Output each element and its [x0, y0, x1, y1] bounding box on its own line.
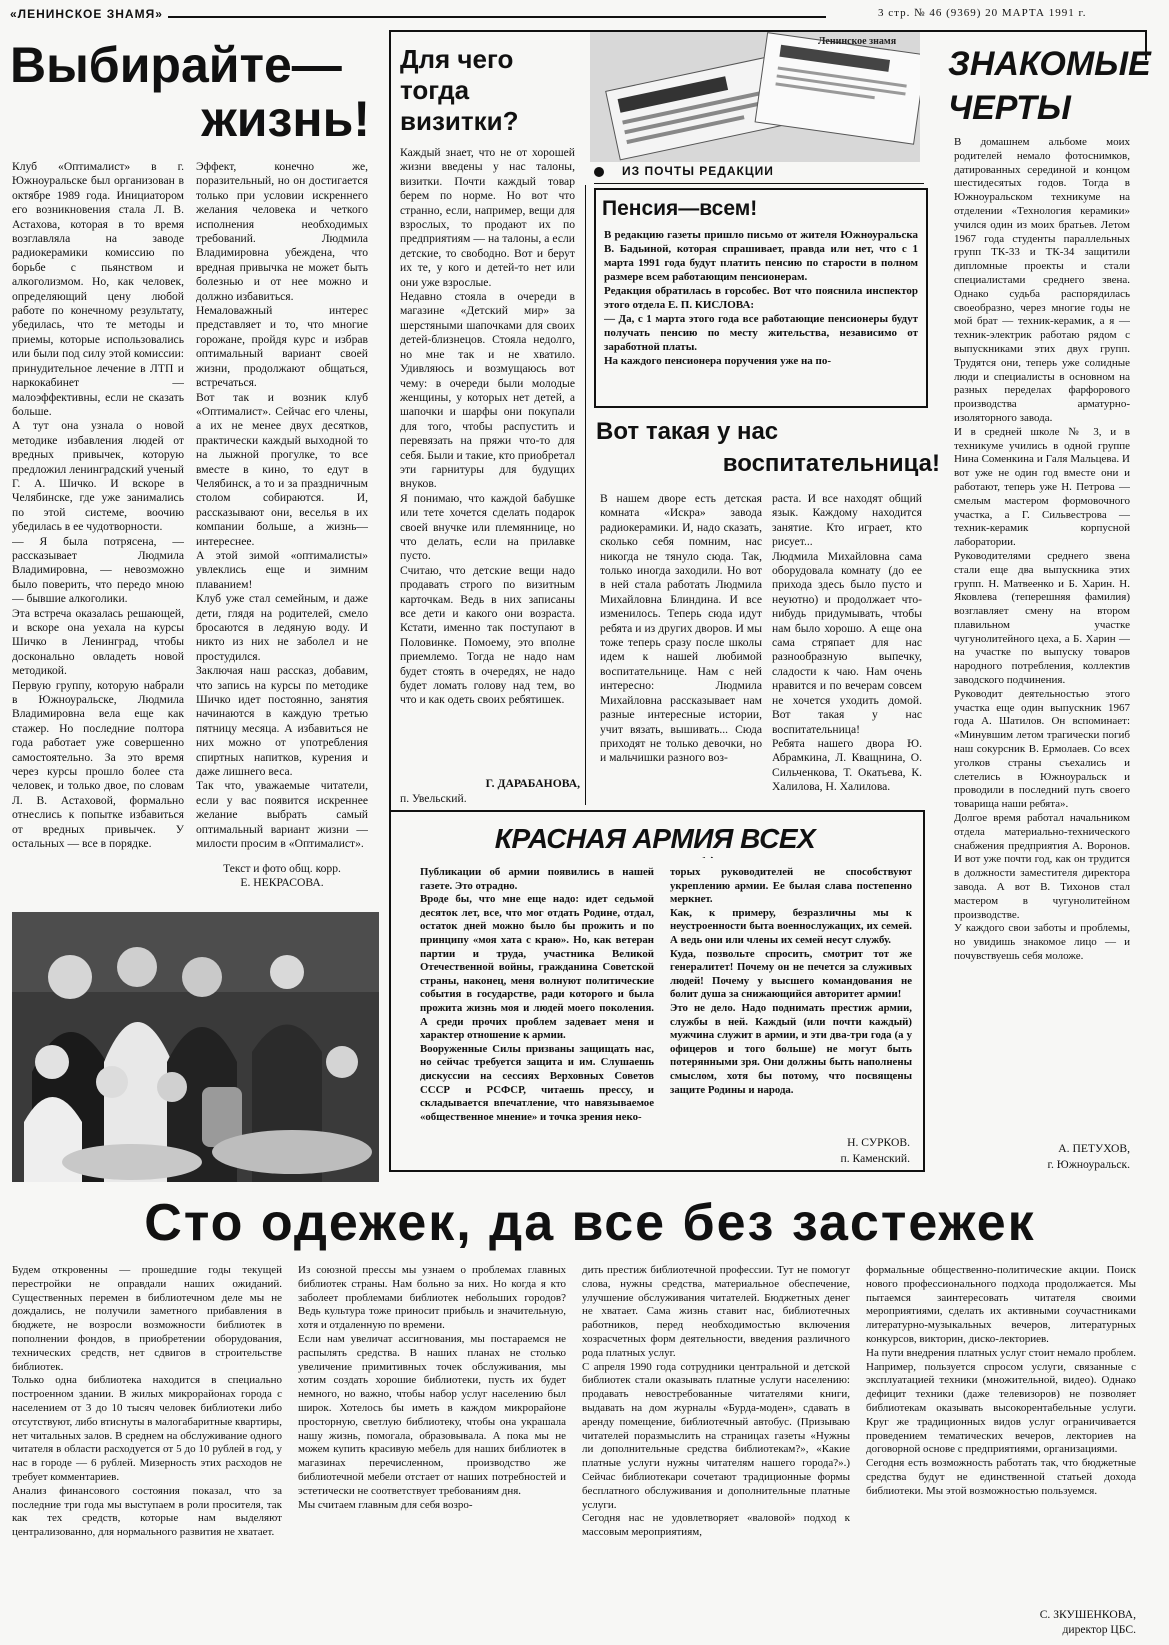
life-title-line1: Выбирайте—	[10, 37, 342, 93]
masthead-rule-left	[168, 16, 826, 18]
teacher-column-2: раста. И все находят общий язык. Каждому находится занятие. Кто играет, кто рисует... Людмила Михайловна сама оборудовала комнату (до ее прихода здесь было пусто и неуютно) и продолжает что-нибудь придумывать, чтобы нам было хорошо. А еще она сама стряпает для нас разнообразную выпечку, сладости к чаю. Нам очень нравится и по вечерам совсем не хочется уходить домой. Вот такая у нас воспитательница! Ребята нашего двора Ю. Абрамкина, Л. Кващнина, О. Сильченкова, Т. Окатьева, К. Халилова, Н. Халилова.	[772, 492, 922, 794]
army-title: КРАСНАЯ АРМИЯ ВСЕХ	[494, 823, 816, 854]
teacher-title-line1: Вот такая у нас	[596, 418, 779, 445]
teacher-column-1: В нашем дворе есть детская комната «Искра» завода радиокерамики. И, надо сказать, сколько себя помним, нас никогда не тянуло сюда. Так, только иногда заходили. Но вот в ней стала работать Людмила Михайловна Блиндина. И все изменилось. Теперь сюда идут ребята и из других дворов. И мы тоже теперь сразу после школы идем к нашей любимой воспитательнице. Нам с ней интересно: Людмила Михайловна рассказывает нам разные интересные истории, учит вязать, вышивать... Сюда приходят не только девочки, но и мальчишки разного воз-	[600, 492, 762, 765]
features-title-line1: ЗНАКОМЫЕ	[948, 45, 1151, 83]
cards-place: п. Увельский.	[400, 792, 467, 805]
life-column-2: Эффект, конечно же, поразительный, но он достигается только при условии искреннего желания человека и четкого исполнения необходимых требований. Людмила Владимировна убеждена, что вредная привычка не может быть болезнью и от нее можно и должно избавиться. Немаловажный интерес представляет и то, что многие горожане, пройдя курс и избрав оптимальный вариант своей жизни, продолжают общаться, встречаться. Вот так и возник клуб «Оптималист». Сейчас его члены, а их не менее двух десятков, практически каждый выходной то на лыжной прогулке, то все вместе в кино, то едут в Челябинск, а то и за праздничным столом собираются. И, рассказывают они, веселья в их компании больше, а жизнь—интереснее. А этой зимой «оптималисты» увлеклись еще и зимним плаванием! Клуб уже стал семейным, и даже дети, глядя на родителей, смело бросаются в ледяную воду. И никто из них не заболел и не простудился. Заключая наш рассказ, добавим, что запись на курсы по методике Шичко идет постоянно, занятия начинаются в каждую третью пятницу месяца. А избавиться не них можно от употребления спиртных напитков, курения и даже лишнего веса. Так что, уважаемые читатели, если у вас появится искреннее желание выбрать самый оптимальный вариант жизни — милости просим в «Оптималист».	[196, 160, 368, 851]
rule-left-frame	[389, 30, 391, 1172]
life-column-1: Клуб «Оптималист» в г. Южноуральске был организован в октябре 1989 года. Инициатором его возникновения стала Л. В. Астахова, которая в то время возглавляла на заводе радиокерамики комиссию по борьбе с пьянством и алкоголизмом. Но, как человек, определяющий цену любой работе по конечному результату, убедилась, что те методы и приемы, которые использовались или были под силу этой комиссии: принудительное лечение в ЛТП и наркокабинет — малоэффективны, если не сказать больше. А тут она узнала о новой методике избавления людей от вредных привычек, которую предложил ленинградский ученый Г. А. Шичко. И вскоре в Челябинске, где уже занимались по этой системе, воочию убедилась в ее чудотворности. — Я была потрясена, — рассказывает Людмила Владимировна, — невозможно было поверить, что передо мною — бывшие алкоголики. Эта встреча оказалась решающей, и вскоре она уехала на курсы Шичко в Ленинград, чтобы досконально овладеть новой методикой. Первую группу, которую набрали в Южноуральске, Людмила Владимировна вела еще как стажер. Но последние полтора года работает уже совершенно самостоятельно. За это время через курсы прошло более ста человек, и только двое, по словам Л. В. Астаховой, формально отнеслись к попытке избавиться от вредных привычек. У остальных — все в порядке.	[12, 160, 184, 851]
club-family-photo	[12, 912, 379, 1182]
mail-section-label: ИЗ ПОЧТЫ РЕДАКЦИИ	[622, 164, 774, 178]
library-position: директор ЦБС.	[1062, 1623, 1136, 1636]
features-signature: А. ПЕТУХОВ,	[1058, 1142, 1130, 1155]
pension-title: Пенсия—всем!	[602, 197, 758, 220]
mail-section-underline	[594, 183, 924, 184]
life-title-line2: жизнь!	[201, 91, 370, 147]
masthead-paper: «ЛЕНИНСКОЕ ЗНАМЯ»	[10, 7, 163, 21]
life-byline: Текст и фото общ. корр. Е. НЕКРАСОВА.	[223, 862, 341, 890]
cards-title: Для чего тогда визитки?	[400, 44, 519, 136]
library-column-3: дить престиж библиотечной профессии. Тут не помогут слова, нужны средства, материальное обеспечение, улучшение обслуживания читателей. Бюджетных денег не хватает. Сама жизнь ставит нас, библиотечных работников, перед необходимостью включения хозрасчетных форм деятельности, введения различного рода платных услуг. С апреля 1990 года сотрудники центральной и детской библиотек стали оказывать платные услуги населению: продавать невостребованные читателями книги, выдавать на дом журналы «Бурда-моден», сдавать в аренду помещение, библиотечный автобус. (Призываю читателей поразмыслить на страницах газеты «Нужны ли дополнительные средства библиотекам?», «Какие платные услуги нужны читателям нашего города?».) Сейчас библиотекари сочетают традиционные формы бесплатного обслуживания и дополнительные платные услуги. Сегодня нас не удовлетворяет «валовой» подход к массовым мероприятиям,	[582, 1264, 850, 1539]
library-signature: С. ЗКУШЕНКОВА,	[1039, 1608, 1136, 1621]
teacher-title-line2: воспитательница!	[722, 450, 940, 477]
cards-signature: Г. ДАРАБАНОВА,	[485, 777, 580, 790]
mail-photo-caption: Ленинское знамя	[818, 36, 897, 47]
library-column-4: формальные общественно-политические акции. Поиск нового профессионального подхода продолжается. Мы пытаемся заинтересовать читателя своими мероприятиями, сделать их активными соучастниками литературно-музыкальных вечеров, литературных конкурсов, викторин, диско-лекториев. На пути внедрения платных услуг стоит немало проблем. Например, пользуется спросом услуги, связанные с эксплуатацией техники (множительной, видео). Однако дефицит техники (даже телевизоров) не позволяет библиотекам оказывать высокорентабельные услуги. Круг же традиционных видов услуг ограничивается проведением тематических вечеров, лекториев на договорной основе с предприятиями, организациями. Сегодня есть возможность работать так, что бюджетные средства будут не единственной статьей дохода библиотеки. Мы этой возможностью пользуемся.	[866, 1264, 1136, 1497]
cards-column: Каждый знает, что не от хорошей жизни введены у нас талоны, визитки. Почти каждый товар берем по норме. Но вот что странно, если, например, вещи для взрослых, то продают их по предприятиям — на талоны, а если детские, то свободно. Вот и берут их те, у кого и детей-то нет или они уже взрослые. Недавно стояла в очереди в магазине «Детский мир» за шерстяными шапочками для своих детей-близнецов. Стояла недолго, но мне так и не хватило. Удивляюсь и возмущаюсь вот чему: в очереди были молодые женщины, у которых нет детей, а шапочки и шарфы они покупали для того, чтобы распустить и перевязать на пряжи что-то для себя. Были и такие, кто приобретал эти гарнитуры для будущих внуков. Я понимаю, что каждой бабушке или тете хочется сделать подарок своей внучке или племяннице, но что делать, если на прилавке пусто. Считаю, что детские вещи надо продавать строго по визитным карточкам. Ведь в них записаны все дети и какого они возраста. Кстати, именно так поступают в Половинке. Помоему, это вполне приемлемо. Тогда не надо нам будет стоять в очередях, не надо будет ломать голову над тем, во что и как одеть своих ребятишек.	[400, 146, 575, 707]
army-column-1: Публикации об армии появились в нашей газете. Это отрадно. Вроде бы, что мне еще надо: идет седьмой десяток лет, все, что мог отдать Родине, отдал, остаток дней можно было бы прожить и по принципу «моя хата с краю». Но, как ветеран партии и труда, участника Великой Отечественной войны, гражданина Советской страны, наконец, меня волнуют политические события в государстве, ради которого и была прожита жизнь моя и людей моего поколения. А среди прочих проблем задевает меня и характер отношение к армии. Вооруженные Силы призваны защищать нас, но сейчас требуется защита и им. Слушаешь дискуссии на сессиях Верховных Советов СССР и РСФСР, читаешь прессу, и складывается впечатление, что навязываемое «общественное мнение» и точка зрения неко-	[420, 866, 654, 1123]
rule-army-right	[923, 810, 925, 1172]
features-title-line2: ЧЕРТЫ	[948, 89, 1071, 127]
army-signature: Н. СУРКОВ.	[847, 1136, 910, 1149]
features-column: В домашнем альбоме моих родителей немало фотоснимков, датированных серединой и концом шестидесятых годов. Тогда в Южноуральском техникуме на отделении «Технология керамики» учился один из моих братьев. Летом 1967 года студенты параллельных групп ТК-33 и ТК-34 защитили дипломные проекты и стали специалистами среднего звена. Однако судьба распорядилась своеобразно, через многие годы не мой брат — техник-керамик, а я — техник-электрик работаю рядом с выпускниками этих двух групп. Трудятся они, теперь уже солидные люди и специалисты в основном на разных переделах фарфорового производства арматурно-изоляторного завода. И в средней школе № 3, и в техникуме учились в одной группе Нина Соменкина и Галя Мальцева. И вот уже не один год вместе они и работают, теперь уже Н. Петрова — смелым мастером формовочного участка, а Г. Сильвестрова — техник-керамик корпусной лаборатории. Руководителями среднего звена стали еще два выпускника этих групп. Н. Матвеенко и Б. Харин. Н. Яковлева (теперешняя фамилия) возглавляет смену на втором плавильном участке чугунолитейного цеха, а Б. Харин — на участке по выпуску товаров народного потребления, коллектив заводского подчинения. Руководит деятельностью этого участка еще один выпускник 1967 года А. Шатилов. Он вспоминает: «Минувшим летом трагически погиб наш сокурсник В. Ермолаев. Со всех уголков страны съехались и слетелись в Южноуральск и проводили в последний путь своего товарища наши ребята». Долгое время работал начальником отдела материально-технического снабжения предприятия А. Воронов. И вот уже почти год, как он трудится в должности заместителя директора завода. А вот В. Тихонов стал мастером в чугунолитейном производстве. У каждого свои заботы и проблемы, но увидишь знакомое лицо — и почувствуешь себя моложе.	[954, 136, 1130, 963]
library-column-2: Из союзной прессы мы узнаем о проблемах главных библиотек страны. Нам больно за них. Но когда я кто заболеет проблемами библиотек небольших городов? Ведь культура тоже приносит прибыль и значительную, хотя и отдаленную по времени. Если нам увеличат ассигнования, мы постараемся не распылять средства. В наших планах не столько увеличение примитивных точек обслуживания, мы хотим создать хорошие библиотеки, пусть их будет немного, но важно, чтобы набор услуг населению был широк. Хотелось бы иметь в каждом микрорайоне просторную, светлую библиотеку, чтобы она украшала нашу жизнь, помогала, образовывала. А пока мы не можем купить красивую мебель для наших библиотек в магазинах перечисленном, производство же библиотечной мебели отстает от наших потребностей и эстетически не соответствует требованиям дня. Мы считаем главным для себя возро-	[298, 1264, 566, 1511]
library-title: Сто одежек, да все без застежек	[144, 1194, 1036, 1252]
rule-bottom-frame	[389, 1170, 925, 1172]
cards-column-rule	[585, 185, 586, 805]
mail-bullet-icon	[594, 167, 604, 177]
library-column-1: Будем откровенны — прошедшие годы текущей перестройки не оправдали наших ожиданий. Существенных перемен в библиотечном деле мы не дождались, не получили заметного прибавления в бюджете, не возросли возможности библиотек в пополнении фондов, в приобретении оборудования, технических средств, нет сдвигов в строительстве библиотек. Только одна библиотека находится в специально построенном здании. В жилых микрорайонах города с населением от 3 до 10 тысяч человек библиотеки либо отсутствуют, либо втиснуты в малогабаритные квартиры, нет читальных залов. В среднем на обслуживание одного читателя в области расходуется от 5 до 10 рублей в год, у нас в городе — 6 рублей. Мизерность этих расходов не требует комментариев. Анализ финансового состояния показал, что за последние три года мы выступаем в роли просителя, так как тех средств, которые нам выделяют централизованно, для нормального развития не хватает.	[12, 1264, 282, 1539]
rule-army-top	[389, 810, 925, 812]
army-column-2: торых руководителей не способствуют укреплению армии. Ее былая слава постепенно меркнет. Как, к примеру, безразличны мы к неустроенности быта военнослужащих, их семей. А ведь они или члены их семей несут службу. Куда, позвольте спросить, смотрит тот же генералитет! Почему он не печется за служивых людей! Почему у высшего командования не болит душа за снижающийся авторитет армии! Это не дело. Надо поднимать престиж армии, службы в ней. Каждый (или почти каждый) мужчина служит в армии, и эти два-три года (а у офицеров и того больше) не могут быть потерянными зря. Они должны быть наполнены смыслом, хотя бы потому, что посвящены защите Родины и народа.	[670, 866, 912, 1096]
army-place: п. Каменский.	[840, 1152, 910, 1165]
masthead-issue: 3 стр. № 46 (9369) 20 МАРТА 1991 г.	[878, 7, 1087, 19]
pension-text: В редакцию газеты пришло письмо от жителя Южноуральска В. Бадьиной, которая спрашивает, правда или нет, что с 1 марта 1991 года будут платить пенсию по старости в полном размере всем работающим пенсионерам. Редакция обратилась в горсобес. Вот что пояснила инспектор этого отдела Е. П. КИСЛОВА: — Да, с 1 марта этого года все работающие пенсионеры будут получать пенсию по месту жительства, независимо от заработной платы. На каждого пенсионера поручения уже на по-	[604, 229, 918, 367]
features-place: г. Южноуральск.	[1047, 1158, 1130, 1171]
